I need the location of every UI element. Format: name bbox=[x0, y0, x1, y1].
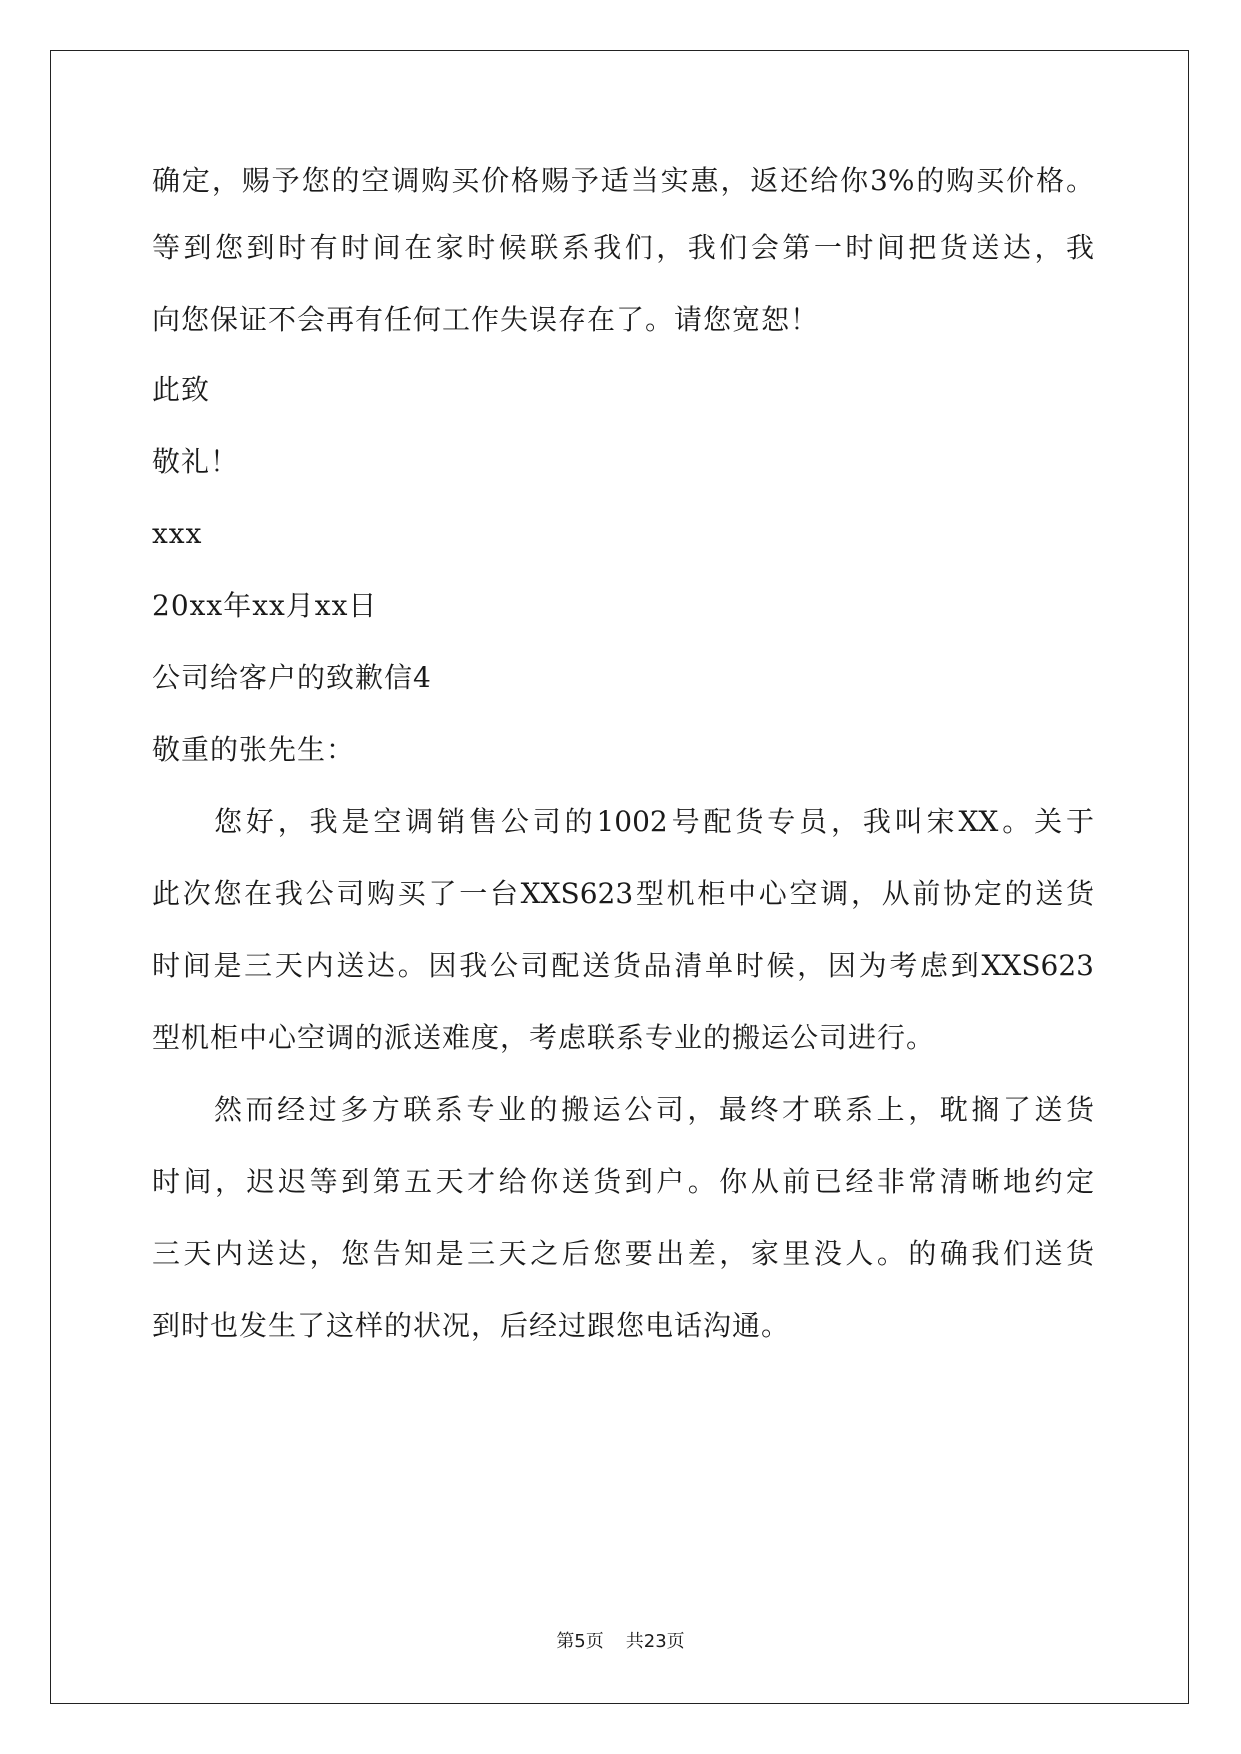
body-line-3: 向您保证不会再有任何工作失误存在了。请您宽恕！ bbox=[152, 303, 820, 336]
signature-name: xxx bbox=[152, 517, 203, 550]
body-line-2: 等到您到时有时间在家时候联系我们，我们会第一时间把货送达，我 bbox=[152, 231, 1094, 264]
body-line-5: 此次您在我公司购买了一台XXS623型机柜中心空调，从前协定的送货 bbox=[152, 877, 1094, 910]
body-line-1: 确定，赐予您的空调购买价格赐予适当实惠，返还给你3%的购买价格。 bbox=[152, 164, 1094, 197]
body-line-6: 时间是三天内送达。因我公司配送货品清单时候，因为考虑到XXS623 bbox=[152, 949, 1094, 982]
page-footer bbox=[0, 1630, 1241, 1654]
body-line-8: 然而经过多方联系专业的搬运公司，最终才联系上，耽搁了送货 bbox=[214, 1093, 1094, 1126]
body-line-9: 时间，迟迟等到第五天才给你送货到户。你从前已经非常清晰地约定 bbox=[152, 1165, 1094, 1198]
body-line-4: 您好，我是空调销售公司的1002号配货专员，我叫宋XX。关于 bbox=[214, 805, 1094, 838]
signature-date: 20xx年xx月xx日 bbox=[152, 589, 378, 622]
letter-greeting: 敬重的张先生： bbox=[152, 733, 356, 766]
body-line-10: 三天内送达，您告知是三天之后您要出差，家里没人。的确我们送货 bbox=[152, 1237, 1094, 1270]
page-total: 共23页 bbox=[625, 1631, 685, 1652]
page-number: 第5页 bbox=[556, 1631, 604, 1652]
closing-regards: 敬礼！ bbox=[152, 445, 240, 478]
body-line-7: 型机柜中心空调的派送难度，考虑联系专业的搬运公司进行。 bbox=[152, 1021, 936, 1054]
section-title: 公司给客户的致歉信4 bbox=[152, 661, 432, 694]
closing-salutation: 此致 bbox=[152, 373, 211, 406]
body-line-11: 到时也发生了这样的状况，后经过跟您电话沟通。 bbox=[152, 1309, 791, 1342]
